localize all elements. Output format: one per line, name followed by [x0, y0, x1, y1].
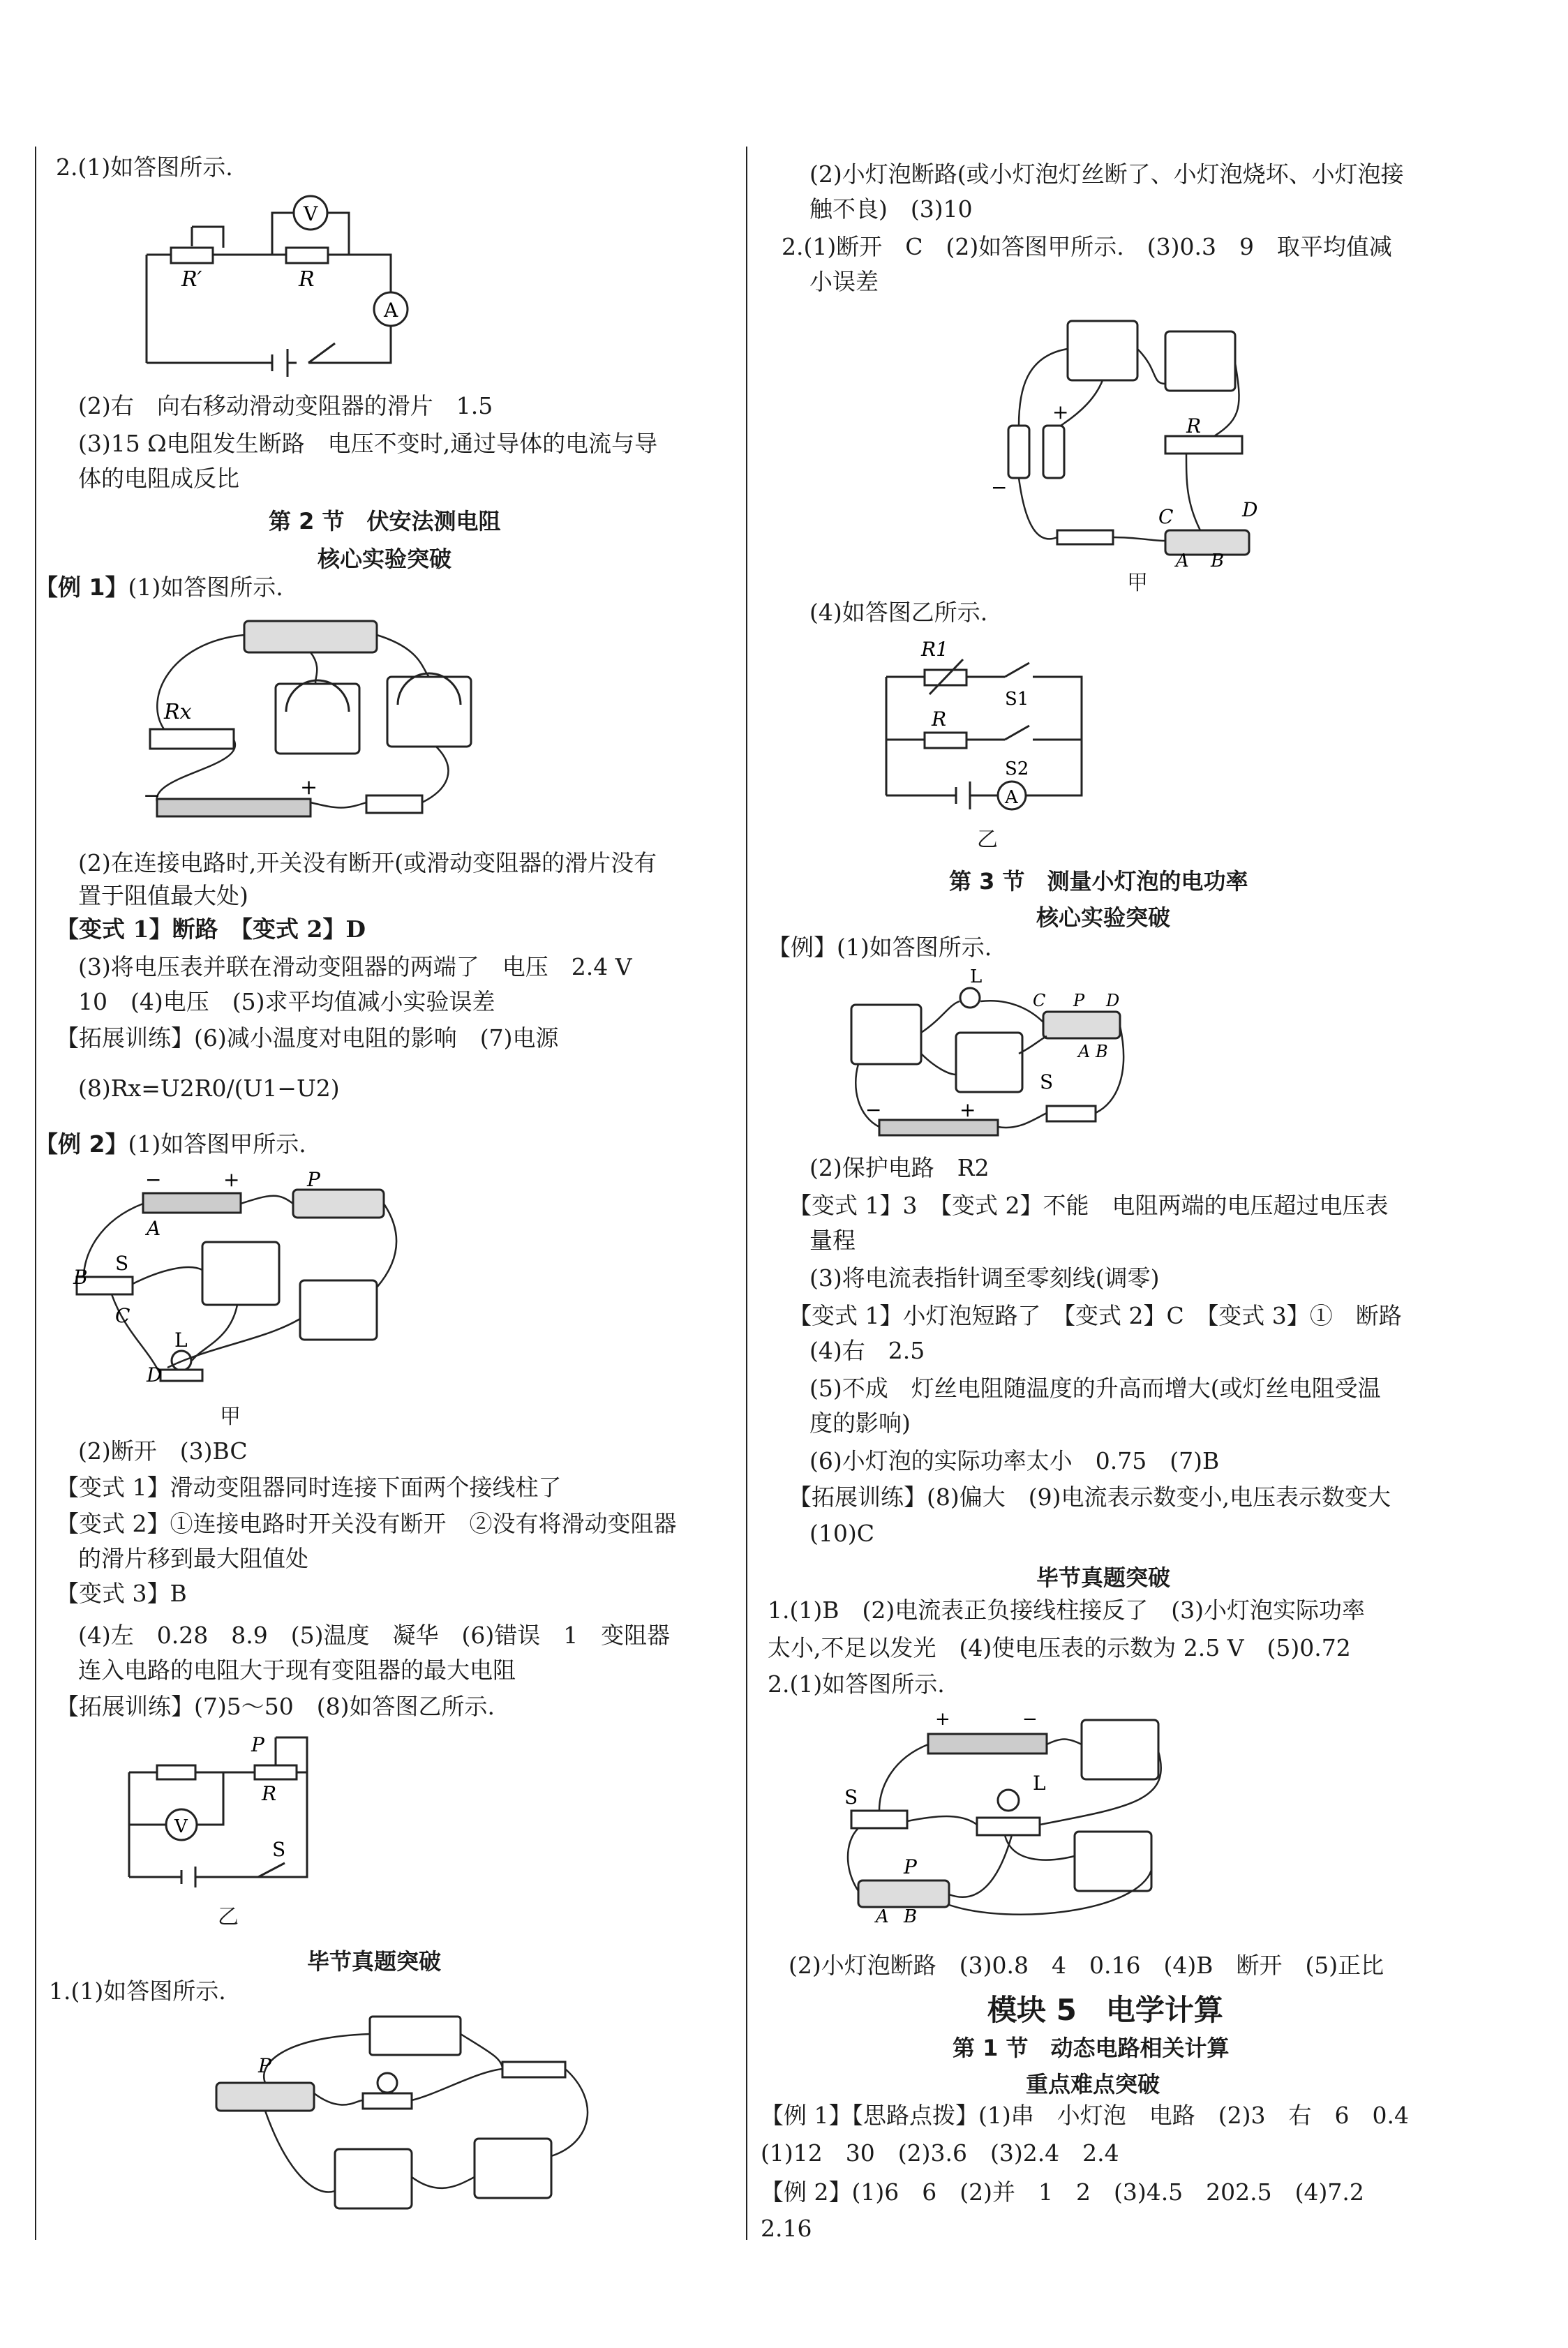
section-1-title: 第 1 节 动态电路相关计算 [953, 2035, 1230, 2061]
right-r1b: 触不良) (3)10 [809, 195, 973, 223]
example-2-label: 【例 2】 [35, 1130, 128, 1158]
q2-intro: 2.(1)如答图所示. [56, 154, 233, 181]
b-label: B [73, 1266, 88, 1289]
q2-part2: (2)右 向右移动滑动变阻器的滑片 1.5 [78, 392, 493, 419]
right-bijie-1a: 1.(1)B (2)电流表正负接线柱接反了 (3)小灯泡实际功率 [768, 1597, 1365, 1624]
voltmeter-label: V [304, 202, 318, 225]
a-label-2: A [1176, 551, 1189, 571]
s-label-4: S [844, 1786, 858, 1809]
s1-label: S1 [1005, 689, 1029, 710]
left-margin-rule [35, 147, 36, 2240]
r-label: R [299, 267, 315, 292]
p-label-3: P [258, 2054, 271, 2077]
b-label-2: B [1211, 551, 1225, 571]
right-r2-part4: (4)如答图乙所示. [809, 599, 988, 626]
figure-caption-right-jia: 甲 [1127, 571, 1148, 595]
rp-label: R′ [181, 267, 202, 292]
a-label-4: A [876, 1906, 889, 1927]
module-example-2b: 2.16 [761, 2215, 812, 2242]
c-label-3: C [1033, 991, 1046, 1010]
example-2-part2: (2)断开 (3)BC [78, 1437, 248, 1465]
plus-sign-5: + [935, 1709, 950, 1730]
r-label-4: R [932, 708, 947, 731]
r-label-2: R [262, 1782, 277, 1805]
right-example-5b: 度的影响) [809, 1409, 911, 1437]
a-label: A [147, 1217, 161, 1240]
s-label: S [115, 1252, 129, 1275]
figure-ex2-jia [70, 1165, 405, 1396]
minus-sign-3: − [991, 476, 1008, 499]
p-label: P [307, 1168, 320, 1191]
figure-circuit-yi-left [119, 1730, 328, 1898]
figure-caption-yi: 乙 [218, 1905, 239, 1929]
right-bijie-2: 2.(1)如答图所示. [768, 1670, 945, 1698]
s-label-2: S [272, 1838, 286, 1861]
example-1-part3b: 10 (4)电压 (5)求平均值减小实验误差 [78, 988, 495, 1015]
right-example-2: (2)保护电路 R2 [809, 1154, 990, 1181]
s-label-3: S [1040, 1070, 1054, 1093]
example-1-part2b: 置于阻值最大处) [78, 882, 248, 909]
right-r2a: 2.(1)断开 C (2)如答图甲所示. (3)0.3 9 取平均值减 [782, 233, 1392, 260]
right-variants-b: 量程 [809, 1227, 856, 1254]
l-label-2: L [970, 966, 983, 987]
voltmeter-label-2: V [174, 1816, 188, 1837]
ammeter-label-2: A [1005, 787, 1018, 808]
right-bijie-2-part2: (2)小灯泡断路 (3)0.8 4 0.16 (4)B 断开 (5)正比 [789, 1952, 1384, 1979]
right-example-1: 【例】(1)如答图所示. [768, 934, 992, 961]
right-example-3: (3)将电流表指针调至零刻线(调零) [809, 1264, 1160, 1292]
plus-sign-4: + [960, 1098, 976, 1121]
variant-2-2a: 【变式 2】①连接电路时开关没有断开 ②没有将滑动变阻器 [56, 1510, 677, 1537]
figure-sec3-apparatus [837, 966, 1130, 1144]
a-label-3: A [1078, 1042, 1091, 1061]
example-1-label: 【例 1】 [35, 574, 128, 601]
figure-bijie-q1 [209, 2010, 642, 2212]
variant-2-1: 【变式 1】滑动变阻器同时连接下面两个接线柱了 [56, 1474, 562, 1501]
figure-circuit-rp-r [126, 188, 419, 377]
bijie-title-left: 毕节真题突破 [307, 1948, 442, 1975]
minus-sign-2: − [145, 1168, 162, 1191]
example-1-part8: (8)Rx=U2R0/(U1−U2) [78, 1075, 340, 1102]
figure-circuit-yi-right [879, 635, 1103, 816]
d-label: D [147, 1363, 163, 1386]
bijie-title-right: 毕节真题突破 [1036, 1564, 1171, 1591]
ammeter-label: A [384, 299, 398, 322]
figure-ex1-apparatus [129, 607, 485, 830]
l-label-3: L [1033, 1772, 1046, 1795]
section-2-title: 第 2 节 伏安法测电阻 [269, 508, 501, 534]
d-label-3: D [1106, 991, 1120, 1010]
example-1-part2a: (2)在连接电路时,开关没有断开(或滑动变阻器的滑片没有 [78, 849, 657, 876]
module-5-title: 模块 5 电学计算 [987, 1993, 1223, 2027]
right-example-4: (4)右 2.5 [809, 1337, 925, 1364]
extension-2: 【拓展训练】(7)5～50 (8)如答图乙所示. [56, 1693, 495, 1720]
p-label-5: P [904, 1855, 917, 1878]
c-label: C [115, 1304, 130, 1327]
extension-1: 【拓展训练】(6)减小温度对电阻的影响 (7)电源 [56, 1024, 559, 1052]
figure-right-jia [977, 307, 1256, 572]
example-1-part3a: (3)将电压表并联在滑动变阻器的两端了 电压 2.4 V [78, 953, 632, 980]
example-2-part4b: 连入电路的电阻大于现有变阻器的最大电阻 [78, 1657, 516, 1684]
example-1-intro: 【例 1】(1)如答图所示. [35, 574, 283, 601]
d-label-2: D [1242, 498, 1258, 521]
right-r2b: 小误差 [809, 268, 879, 295]
rx-label: Rx [164, 700, 192, 724]
minus-sign-4: − [865, 1098, 882, 1121]
right-example-10: (10)C [809, 1520, 874, 1547]
right-r1a: (2)小灯泡断路(或小灯泡灯丝断了、小灯泡烧坏、小灯泡接 [809, 160, 1404, 188]
column-divider [746, 147, 747, 2240]
plus-sign-3: + [1052, 401, 1069, 424]
r1-label: R1 [921, 638, 948, 661]
l-label: L [174, 1329, 188, 1352]
r-label-3: R [1186, 414, 1202, 438]
figure-bijie-q2-right [837, 1703, 1172, 1926]
section-3-title: 第 3 节 测量小灯泡的电功率 [949, 868, 1248, 895]
right-extension: 【拓展训练】(8)偏大 (9)电流表示数变小,电压表示数变大 [789, 1483, 1391, 1511]
s2-label: S2 [1005, 758, 1029, 779]
p-label-4: P [1073, 991, 1085, 1010]
figure-caption-right-yi: 乙 [977, 828, 998, 852]
b-label-3: B [1096, 1042, 1108, 1061]
right-example-5a: (5)不成 灯丝电阻随温度的升高而增大(或灯丝电阻受温 [809, 1375, 1381, 1402]
b-label-4: B [904, 1906, 918, 1927]
figure-caption-jia: 甲 [220, 1405, 241, 1429]
right-bijie-1b: 太小,不足以发光 (4)使电压表的示数为 2.5 V (5)0.72 [768, 1634, 1351, 1661]
variants-1: 【变式 1】断路 【变式 2】D [56, 915, 366, 943]
right-variants-c: 【变式 1】小灯泡短路了 【变式 2】C 【变式 3】① 断路 [789, 1302, 1402, 1329]
p-label-2: P [251, 1733, 264, 1756]
example-2-part4a: (4)左 0.28 8.9 (5)温度 凝华 (6)错误 1 变阻器 [78, 1622, 671, 1649]
q2-part3b: 体的电阻成反比 [78, 465, 239, 492]
q2-part3a: (3)15 Ω电阻发生断路 电压不变时,通过导体的电流与导 [78, 430, 658, 457]
variant-2-2b: 的滑片移到最大阻值处 [78, 1545, 308, 1572]
example-2-intro: 【例 2】(1)如答图甲所示. [35, 1130, 306, 1158]
right-example-6: (6)小灯泡的实际功率太小 0.75 (7)B [809, 1447, 1220, 1474]
minus-sign-5: − [1022, 1709, 1038, 1730]
module-example-1a: 【例 1】【思路点拨】(1)串 小灯泡 电路 (2)3 右 6 0.4 [761, 2102, 1409, 2129]
c-label-2: C [1158, 505, 1174, 528]
bijie-q1: 1.(1)如答图所示. [49, 1977, 226, 2005]
module-example-1b: (1)12 30 (2)3.6 (3)2.4 2.4 [761, 2139, 1119, 2167]
plus-sign: + [300, 775, 318, 800]
minus-sign: − [143, 784, 161, 808]
plus-sign-2: + [223, 1168, 240, 1191]
section-1-subtitle: 重点难点突破 [1026, 2071, 1160, 2098]
variant-2-3: 【变式 3】B [56, 1580, 187, 1607]
module-example-2a: 【例 2】(1)6 6 (2)并 1 2 (3)4.5 202.5 (4)7.2 [761, 2178, 1364, 2206]
section-2-subtitle: 核心实验突破 [318, 546, 452, 572]
section-3-subtitle: 核心实验突破 [1036, 904, 1171, 931]
right-variants-a: 【变式 1】3 【变式 2】不能 电阻两端的电压超过电压表 [789, 1192, 1389, 1219]
